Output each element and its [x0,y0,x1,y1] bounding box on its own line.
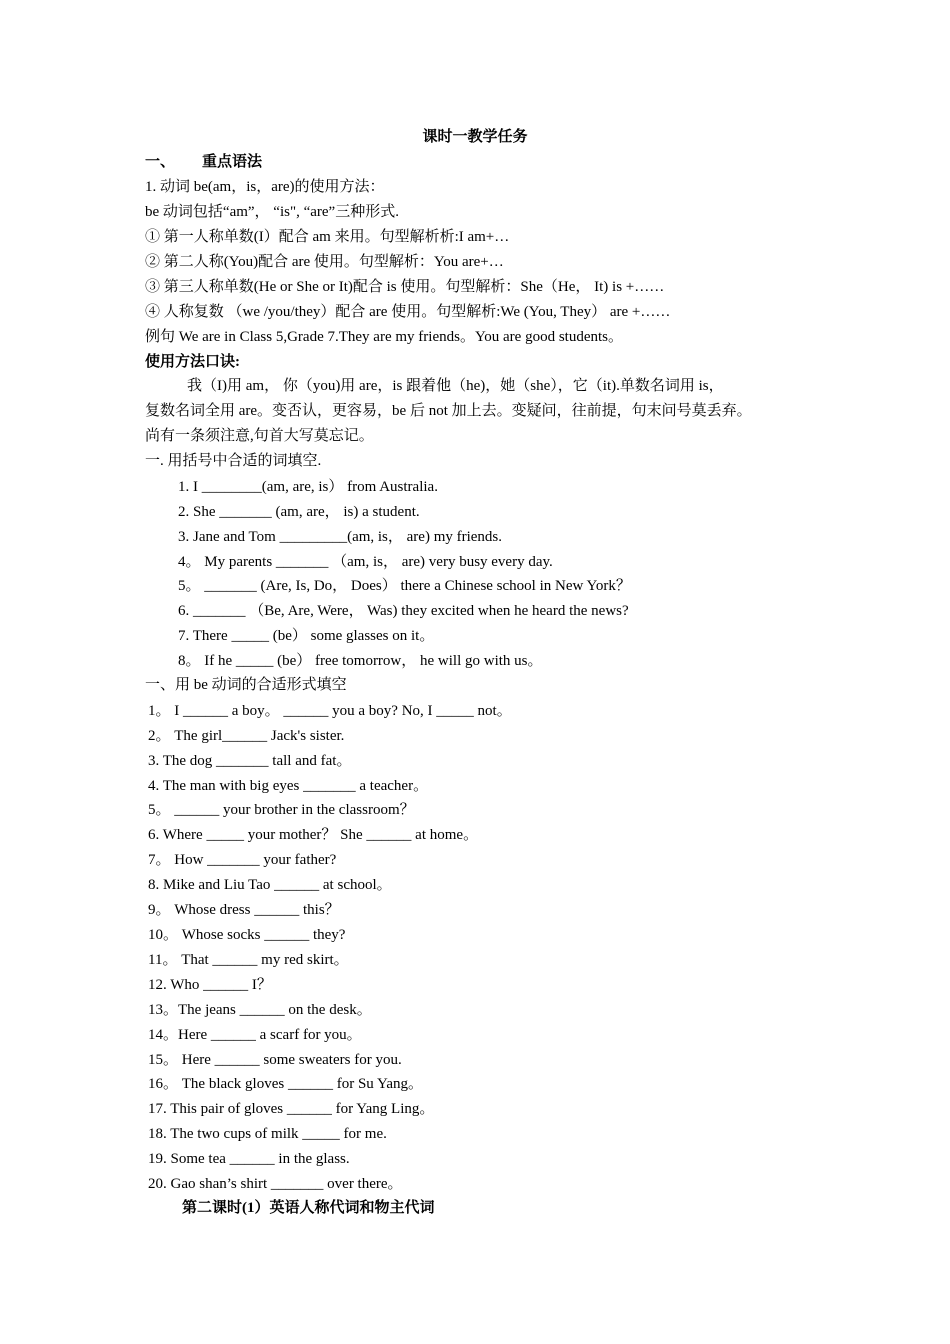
exercise2-item: 14。Here ______ a scarf for you。 [148,1027,362,1043]
exercise2-item: 3. The dog _______ tall and fat。 [148,753,352,769]
exercise2-item: 10。 Whose socks ______ they? [148,927,346,943]
exercise2-item: 16。 The black gloves ______ for Su Yang。 [148,1076,423,1092]
exercise2-item: 12. Who ______ I？ [148,977,272,993]
exercise2-item: 17. This pair of gloves ______ for Yang Ling。 [148,1101,435,1117]
exercise2-item: 11。 That ______ my red skirt。 [148,952,349,968]
page-title: 课时一教学任务 [422,129,528,145]
exercise1-item: 1. I ________(am, are, is） from Australia. [178,479,438,495]
rule-3: ③ 第三人称单数(He or She or It)配合 is 使用。句型解析：She（He， It) is +…… [145,279,665,295]
exercise2-item: 19. Some tea ______ in the glass. [148,1151,350,1167]
exercise2-item: 13。The jeans ______ on the desk。 [148,1002,372,1018]
exercise2-item: 2。 The girl______ Jack's sister. [148,728,345,744]
exercise1-item: 8。 If he _____ (be） free tomorrow， he will go with us。 [178,653,543,669]
be-forms-line: be 动词包括“am”， “is", “are”三种形式. [145,204,399,220]
exercise1-item: 7. There _____ (be） some glasses on it。 [178,628,435,644]
exercise2-item: 9。 Whose dress ______ this？ [148,902,340,918]
exercise1-item: 5。 _______ (Are, Is, Do， Does） there a Chinese school in New York？ [178,578,631,594]
rule-4: ④ 人称复数 （we /you/they）配合 are 使用。句型解析:We (You, They） are +…… [145,304,671,320]
exercise2-item: 1。 I ______ a boy。 ______ you a boy? No, I _____ not。 [148,703,512,719]
exercise2-item: 8. Mike and Liu Tao ______ at school。 [148,877,392,893]
exercise2-item: 18. The two cups of milk _____ for me. [148,1126,387,1142]
exercise2-item: 20. Gao shan’s shirt _______ over there。 [148,1176,403,1192]
item1-title: 1. 动词 be(am，is，are)的使用方法： [145,179,385,195]
exercise1-item: 4。 My parents _______ （am, is， are) very busy every day. [178,554,553,570]
exercise2-item: 4. The man with big eyes _______ a teacher。 [148,778,429,794]
exercise2-item: 15。 Here ______ some sweaters for you. [148,1052,402,1068]
exercise1-item: 6. _______ （Be, Are, Were， Was) they excited when he heard the news? [178,603,629,619]
next-lesson-heading: 第二课时(1）英语人称代词和物主代词 [182,1200,435,1216]
example-sentence: 例句 We are in Class 5,Grade 7.They are my friends。You are good students。 [145,329,624,345]
exercise1-item: 3. Jane and Tom _________(am, is， are) my friends. [178,529,503,545]
exercise2-heading: 一、用 be 动词的合适形式填空 [145,677,347,693]
mnemonic-line: 我（I)用 am， 你（you)用 are，is 跟着他（he)，她（she），它（it).单数名词用 is， [187,378,724,394]
rule-1: ① 第一人称单数(I）配合 am 来用。句型解析析:I am+… [145,229,510,245]
section-number: 一、 [145,154,176,170]
exercise1-heading: 一. 用括号中合适的词填空. [145,453,322,469]
section-heading: 重点语法 [202,154,263,170]
exercise2-item: 7。 How _______ your father? [148,852,337,868]
mnemonic-heading: 使用方法口诀: [145,354,240,370]
exercise2-item: 5。 ______ your brother in the classroom？ [148,802,415,818]
rule-2: ② 第二人称(You)配合 are 使用。句型解析：You are+… [145,254,504,270]
mnemonic-line: 尚有一条须注意,句首大写莫忘记。 [145,428,374,444]
exercise2-item: 6. Where _____ your mother？ She ______ at home。 [148,827,479,843]
exercise1-item: 2. She _______ (am, are， is) a student. [178,504,420,520]
mnemonic-line: 复数名词全用 are。变否认，更容易，be 后 not 加上去。变疑问，往前提，句末问号莫丢弃。 [145,403,752,419]
